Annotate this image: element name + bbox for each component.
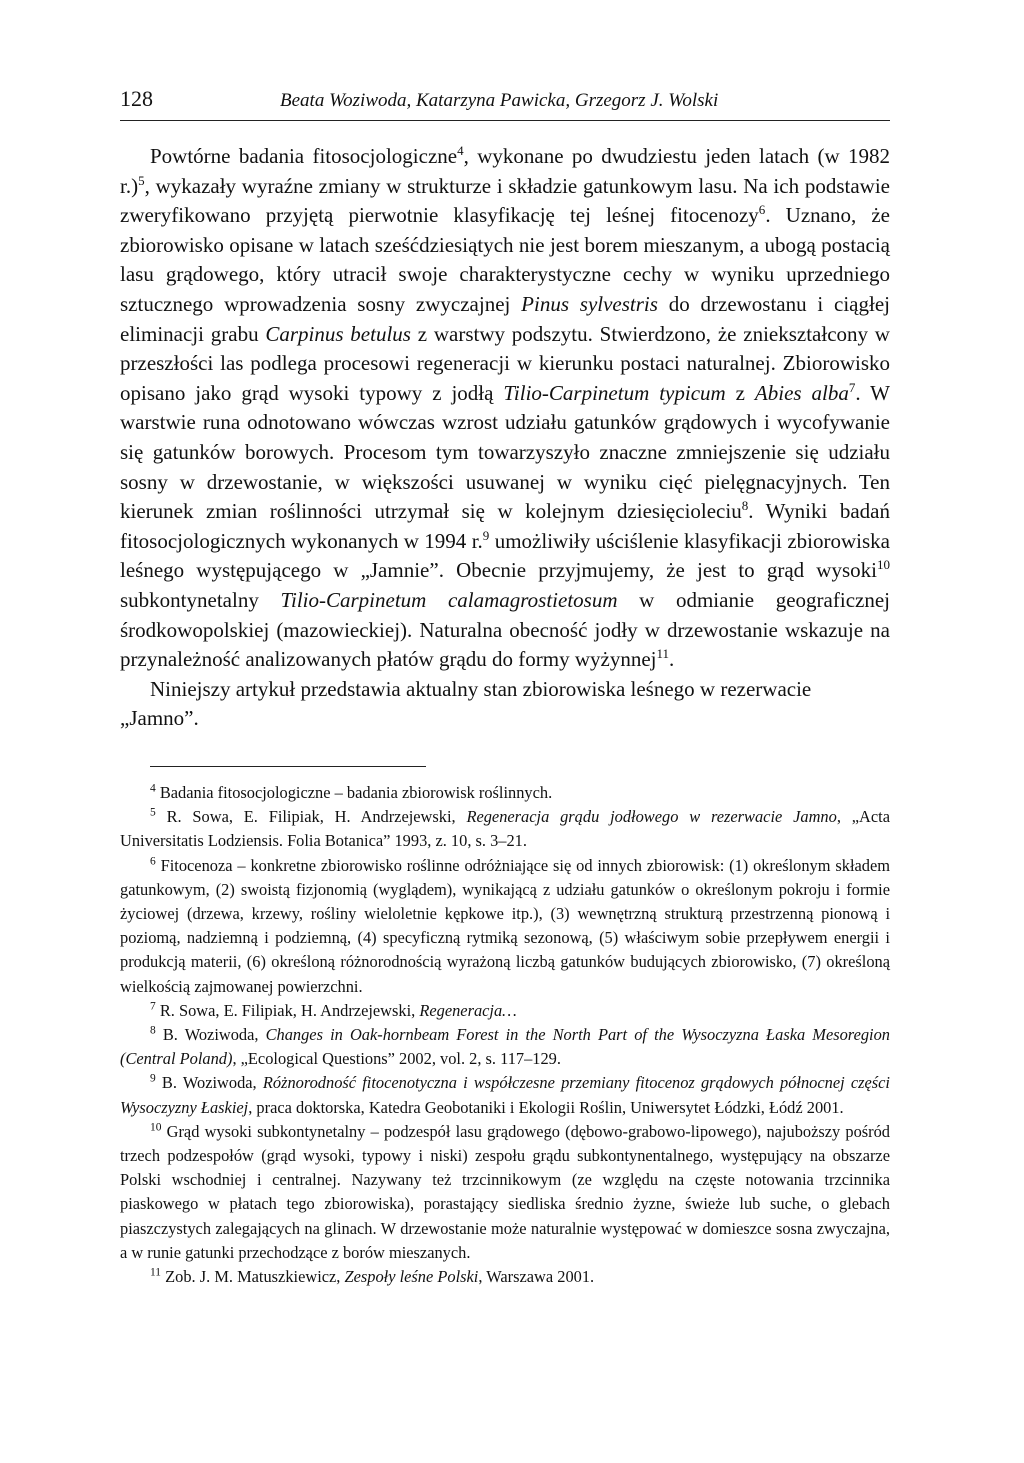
footnote-ref-4: 4: [457, 143, 464, 158]
footnotes: [120, 781, 890, 1289]
footnote-ref-11: 11: [656, 646, 670, 662]
page-number: 128: [120, 86, 153, 111]
running-title: Beata Woziwoda, Katarzyna Pawicka, Grzegorz J. Wolski: [280, 90, 719, 111]
paragraph-1: Powtórne badania fitosocjologiczne$^4$, wykonane po dwudziestu jeden latach (w 1982 r.)$^5$, wykazały wyraźne zmiany w strukturze i składzie gatunkowym lasu. Na ich podstawie zweryfikowano przyjętą pierwotnie klasyfikację tej leśnej fitocenozy$^6$. Uznano, że zbiorowisko opisane w latach sześćdziesiątych nie jest borem mieszanym, a ubogą postacią lasu grądowego, który utracił swoje charakterystyczne cechy w wyniku uprzedniego sztucznego wprowadzenia sosny zwyczajnej Pinus sylvestris do drzewostanu i ciągłej eliminacji grabu Carpinus betulus z warstwy podszytu. Stwierdzono, że zniekształcony w przeszłości las podlega procesowi regeneracji w kierunku postaci naturalnej. Zbiorowisko opisano jako grąd wysoki typowy z jodłą Tilio-Carpinetum typicum z Abies alba$^7$. W warstwie runa odnotowano wówczas wzrost udziału gatunków grądowych i wycofywanie się gatunków borowych. Procesom tym towarzyszyło znaczne zmniejszenie się udziału sosny w drzewostanie, w większości usuwanej w wyniku cięć pielęgnacyjnych. Ten kierunek zmian roślinności utrzymał się w kolejnym dziesięcioleciu$^8$. Wyniki badań fitosocjologicznych wykonanych w 1994 r.$^9$ umożliwiły uściślenie klasyfikacji zbiorowiska leśnego występującego w „Jamnie”. Obecnie przyjmujemy, że jest to grąd wysoki$^{10}$ subkontynetalny Tilio-Carpinetum calamagrostietosum w odmianie geograficznej środkowopolskiej (mazowieckiej). Naturalna obecność jodły w drzewostanie wskazuje na przynależność analizowanych płatów grądu do formy wyżynnej$^{11}$.: [120, 143, 890, 672]
footnote-ref-10: 10: [876, 557, 890, 573]
footnote-6: $^6$ Fitocenoza – konkretne zbiorowisko roślinne odróżniające się od innych zbiorowisk: (1) określonym składem gatunkowym, (2) swoistą fizjonomią (wyglądem), wynikającą z udziału gatunków o określonym pokroju i formie życiowej (drzewa, krzewy, rośliny wieloletnie kępkowe itp.), (3) wewnętrzną strukturą przestrzenną pionową i poziomą, nadziemną i podziemną, (4) specyficzną rytmiką sezonową, (5) właściwym sobie przepływem energii i produkcją materii, (6) określoną różnorodnością wyrażoną liczbą gatunków budujących zbiorowisko, (7) określoną wielkością zajmowanej powierzchni.: [120, 855, 890, 996]
footnote-8: $^8$ B. Woziwoda, Changes in Oak-hornbeam Forest in the North Part of the Wysoczyzna Łaska Mesoregion (Central Poland), „Ecological Questions” 2002, vol. 2, s. 117–129.: [120, 1024, 890, 1069]
footnote-10: $^{10}$ Grąd wysoki subkontynetalny – podzespół lasu grądowego (dębowo-grabowo-lipowego), najuboższy pośród trzech podzespołów (grąd wysoki, typowy i niski) zespołu grądu subkontynentalnego, występujący na obszarze Polski wschodniej i centralnej. Nazywany też trzcinnikowym (ze względu na częste notowania trzcinnika piaskowego w płatach tego zbiorowiska), porastający siedliska średnio żyzne, świeże lub suche, o glebach piaszczystych zalegających na glinach. W drzewostanie może naturalnie występować w domieszce sosna zwyczajna, a w runie gatunki przechodzące z borów mieszanych.: [120, 1121, 890, 1262]
paragraph-2: Niniejszy artykuł przedstawia aktualny stan zbiorowiska leśnego w rezerwacie „Jamno”.: [120, 676, 812, 731]
footnote-ref-5: 5: [138, 172, 145, 188]
species-name: Abies alba: [754, 380, 849, 405]
footnote-5: $^5$ R. Sowa, E. Filipiak, H. Andrzejewski, Regeneracja grądu jodłowego w rezerwacie Jamno, „Acta Universitatis Lodziensis. Folia Botanica” 1993, z. 10, s. 3–21.: [120, 806, 890, 851]
footnote-4: $^4$ Badania fitosocjologiczne – badania zbiorowisk roślinnych.: [150, 782, 553, 802]
footnote-ref-6: 6: [758, 202, 766, 218]
page-header: [120, 86, 890, 121]
footnote-ref-9: 9: [482, 527, 490, 543]
footnote-separator: [150, 766, 426, 767]
body-text: [120, 142, 890, 734]
footnote-ref-7: 7: [848, 379, 856, 395]
syntaxon-name: Tilio-Carpinetum typicum: [503, 380, 726, 405]
footnote-11: $^{11}$ Zob. J. M. Matuszkiewicz, Zespoły leśne Polski, Warszawa 2001.: [150, 1266, 595, 1287]
species-name: Carpinus betulus: [265, 321, 411, 346]
footnote-ref-8: 8: [741, 498, 749, 514]
species-name: Pinus sylvestris: [521, 291, 658, 316]
footnote-9: $^9$ B. Woziwoda, Różnorodność fitocenotyczna i współczesne przemiany fitocenoz grądowych północnej części Wysoczyzny Łaskiej, praca doktorska, Katedra Geobotaniki i Ekologii Roślin, Uniwersytet Łódzki, Łódź 2001.: [120, 1072, 890, 1117]
syntaxon-name: Tilio-Carpinetum calamagrostietosum: [280, 587, 618, 612]
footnote-7: $^7$ R. Sowa, E. Filipiak, H. Andrzejewski, Regeneracja…: [150, 1000, 517, 1020]
